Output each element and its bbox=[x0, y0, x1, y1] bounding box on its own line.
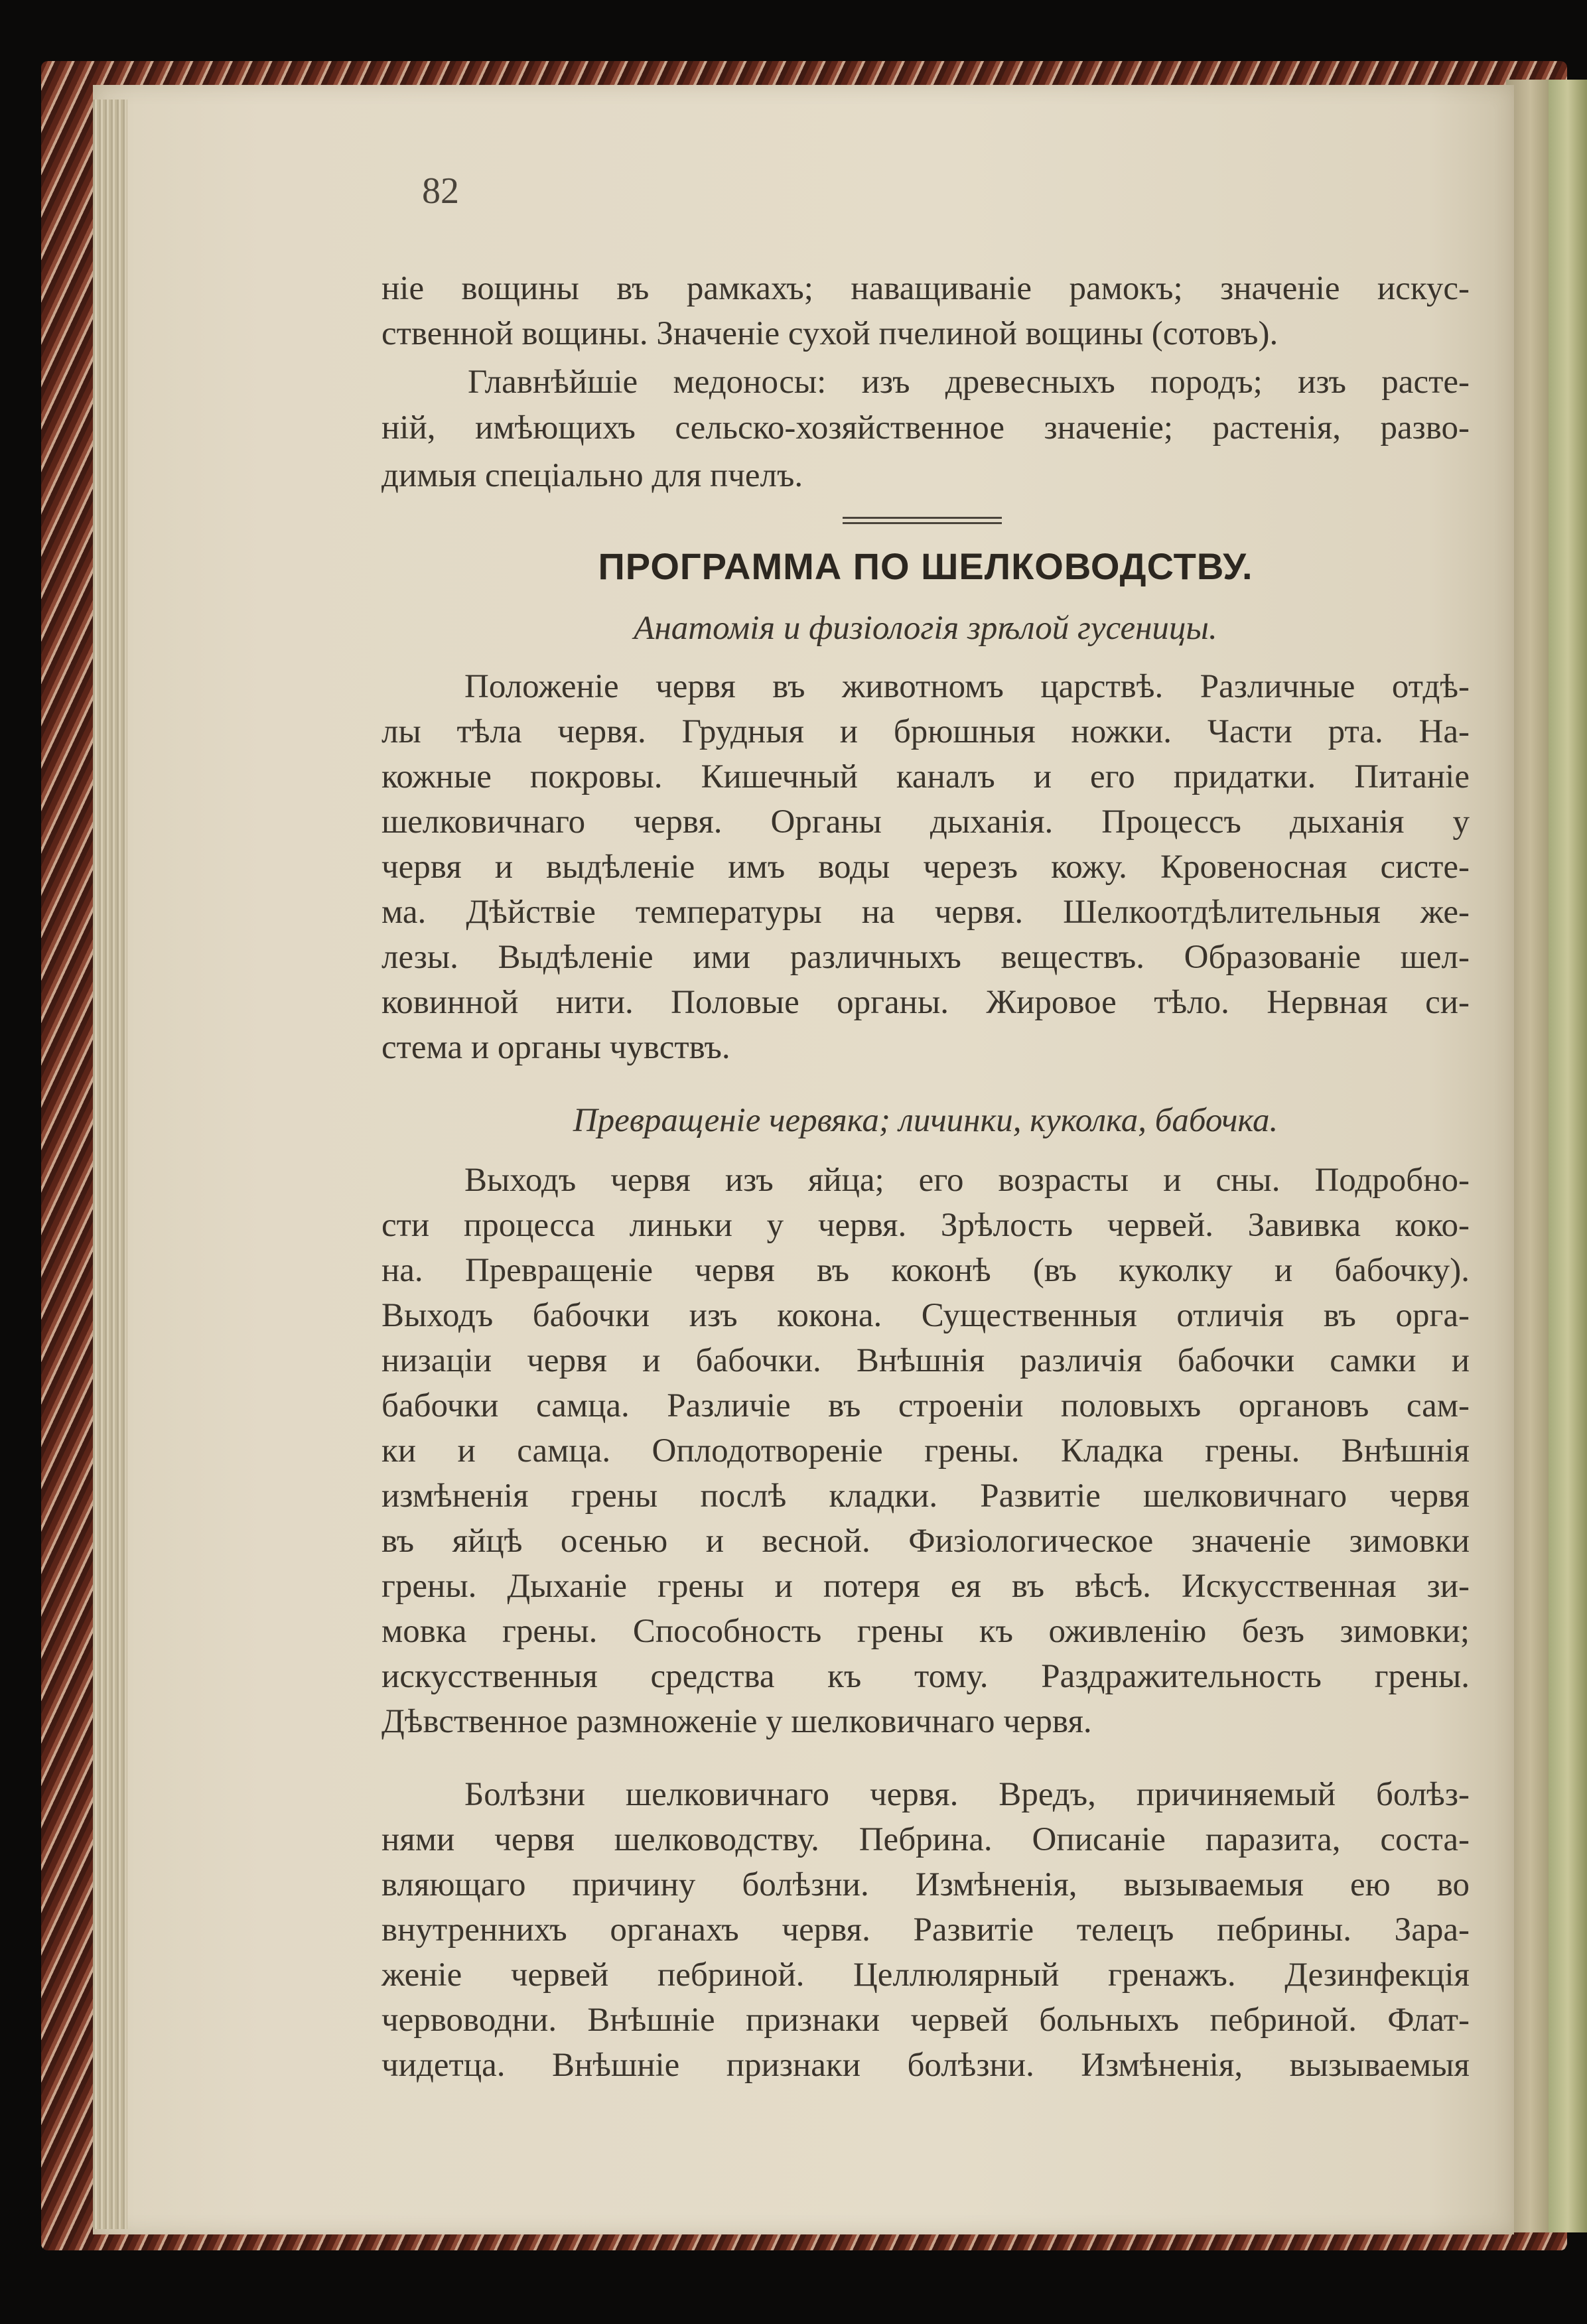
text-line: кожные покровы. Кишечный каналъ и его придатки. Питаніе bbox=[381, 758, 1470, 795]
text-line: лезы. Выдѣленіе ими различныхъ веществъ. Образованіе шел- bbox=[381, 939, 1470, 976]
text-line: мовка грены. Способность грены къ оживленію безъ зимовки; bbox=[381, 1613, 1470, 1650]
text-line: нями червя шелководству. Пебрина. Описаніе паразита, соста- bbox=[381, 1821, 1470, 1858]
text-line: Выходъ бабочки изъ кокона. Существенныя отличія въ орга- bbox=[381, 1297, 1470, 1334]
text-line: стема и органы чувствъ. bbox=[381, 1029, 730, 1066]
text-line: Выходъ червя изъ яйца; его возрасты и сны. Подробно- bbox=[464, 1162, 1470, 1199]
text-line: Болѣзни шелковичнаго червя. Вредъ, причиняемый болѣз- bbox=[464, 1776, 1470, 1813]
text-line: ма. Дѣйствіе температуры на червя. Шелкоотдѣлительныя же- bbox=[381, 894, 1470, 931]
text-line: грены. Дыханіе грены и потеря ея въ вѣсѣ. Искусственная зи- bbox=[381, 1568, 1470, 1605]
text-line: Дѣвственное размноженіе у шелковичнаго червя. bbox=[381, 1703, 1092, 1740]
text-line: вляющаго причину болѣзни. Измѣненія, вызываемыя ею во bbox=[381, 1866, 1470, 1903]
text-line: ки и самца. Оплодотвореніе грены. Кладка грены. Внѣшнія bbox=[381, 1432, 1470, 1470]
text-line: червоводни. Внѣшніе признаки червей больныхъ пебриной. Флат- bbox=[381, 2002, 1470, 2039]
text-line: на. Превращеніе червя въ коконѣ (въ куколку и бабочку). bbox=[381, 1252, 1470, 1289]
text-line: женіе червей пебриной. Целлюлярный гренажъ. Дезинфекція bbox=[381, 1956, 1470, 1994]
text-line: измѣненія грены послѣ кладки. Развитіе шелковичнаго червя bbox=[381, 1477, 1470, 1515]
text-line: димыя спеціально для пчелъ. bbox=[381, 457, 803, 494]
text-line: червя и выдѣленіе имъ воды черезъ кожу. Кровеносная систе- bbox=[381, 849, 1470, 886]
text-line: ній, имѣющихъ сельско-хозяйственное значеніе; растенія, разво- bbox=[381, 409, 1470, 446]
text-line: низаціи червя и бабочки. Внѣшнія различія бабочки самки и bbox=[381, 1342, 1470, 1379]
text-line: чидетца. Внѣшніе признаки болѣзни. Измѣненія, вызываемыя bbox=[381, 2047, 1470, 2084]
text-line: Главнѣйшіе медоносы: изъ древесныхъ породъ; изъ расте- bbox=[468, 364, 1470, 401]
text-line: въ яйцѣ осенью и весной. Физіологическое значеніе зимовки bbox=[381, 1523, 1470, 1560]
text-line: ніе вощины въ рамкахъ; наващиваніе рамокъ; значеніе искус- bbox=[381, 270, 1470, 307]
text-line: внутреннихъ органахъ червя. Развитіе телецъ пебрины. Зара- bbox=[381, 1911, 1470, 1948]
page-number: 82 bbox=[422, 171, 459, 212]
subsection-title: Превращеніе червяка; личинки, куколка, бабочка. bbox=[573, 1102, 1278, 1139]
text-line: Положеніе червя въ животномъ царствѣ. Различные отдѣ- bbox=[464, 668, 1470, 705]
text-line: шелковичнаго червя. Органы дыханія. Процессъ дыханія у bbox=[381, 803, 1470, 841]
text-line: лы тѣла червя. Грудныя и брюшныя ножки. Части рта. На- bbox=[381, 713, 1470, 750]
section-title: ПРОГРАММА ПО ШЕЛКОВОДСТВУ. bbox=[598, 545, 1253, 587]
text-line: искусственныя средства къ тому. Раздражительность грены. bbox=[381, 1658, 1470, 1695]
subsection-title: Анатомія и физіологія зрѣлой гусеницы. bbox=[634, 610, 1217, 647]
text-line: сти процесса линьки у червя. Зрѣлость червей. Завивка коко- bbox=[381, 1207, 1470, 1244]
section-divider bbox=[843, 517, 1002, 524]
text-line: бабочки самца. Различіе въ строеніи половыхъ органовъ сам- bbox=[381, 1387, 1470, 1424]
text-line: ковинной нити. Половые органы. Жировое тѣло. Нервная си- bbox=[381, 984, 1470, 1021]
text-line: ственной вощины. Значеніе сухой пчелиной вощины (сотовъ). bbox=[381, 315, 1278, 352]
